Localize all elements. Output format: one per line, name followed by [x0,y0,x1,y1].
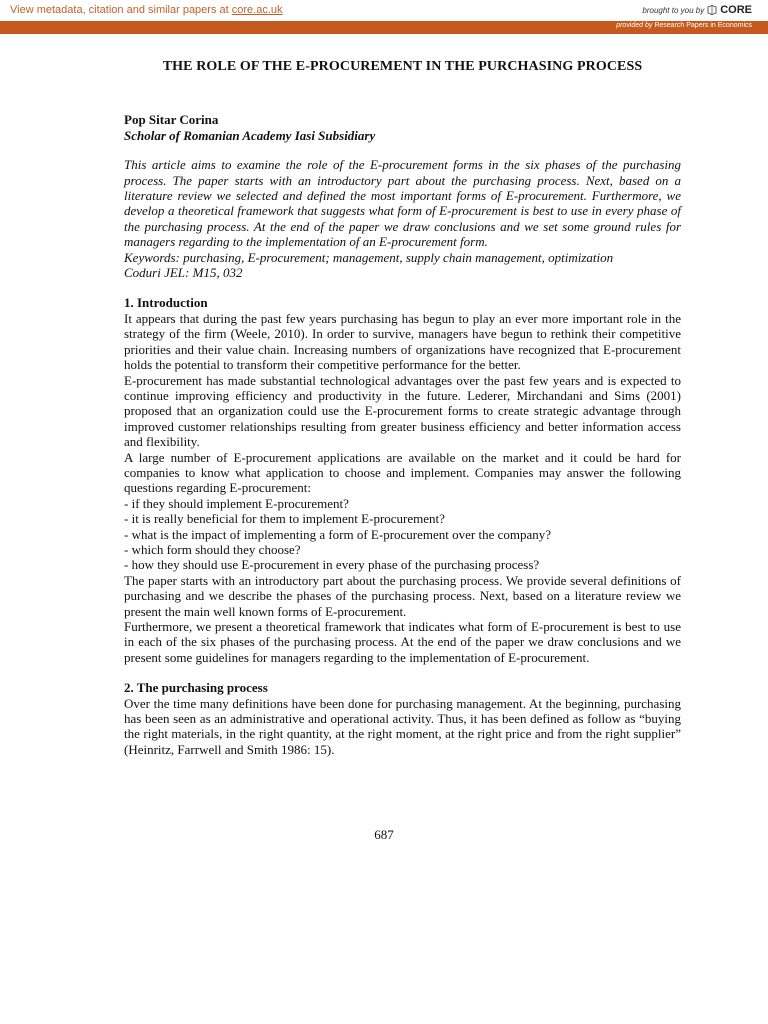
abstract: This article aims to examine the role of the E-procurement forms in the six phases of the purchasing process. The paper starts with an introductory part about the purchasing process. Next, based on a literature review we selected and defined the most important forms of E-procurement. Furthermore, we develop a theoretical framework that suggests what form of E-procurement is best to use in every phase of the purchasing process. At the end of the paper we draw conclusions and we set some ground rules for managers regarding to the implementation of an E-procurement form. [124,157,681,250]
core-ac-uk-link[interactable]: core.ac.uk [231,4,283,16]
list-item: - which form should they choose? [124,541,301,557]
page-number: 687 [374,827,394,842]
paper-page [124,52,681,757]
list-item: - it is really beneficial for them to implement E-procurement? [124,511,445,527]
list-item: - what is the impact of implementing a form of E-procurement over the company? [124,526,552,542]
purchasing-paragraph-1: Over the time many definitions have been done for purchasing management. At the beginning, purchasing has been seen as an administrative and operational activity. Thus, it has been defined as follow as “buying the right materials, in the right quantity, at the right moment, at the right price and from the right supplier” (Heinritz, Farrwell and Smith 1986: 15). [124,695,681,757]
intro-paragraph-4: The paper starts with an introductory part about the purchasing process. We provide several definitions of purchasing and we describe the phases of the purchasing process. Next, based on a literature review we present the main well known forms of E-procurement. [124,572,681,619]
jel-codes: Coduri JEL: M15, 032 [124,265,243,281]
core-logo-text: CORE [720,4,752,16]
intro-paragraph-5: Furthermore, we present a theoretical framework that indicates what form of E-procurement is best to use in each of the six phases of the purchasing process. At the end of the paper we draw conclusions and we present some guidelines for managers regarding to the implementation of E-procurement. [124,619,681,665]
provided-by-notice[interactable] [616,22,752,29]
author-name: Pop Sitar Corina [124,112,219,128]
core-header [0,0,768,22]
list-item: - if they should implement E-procurement? [124,495,349,511]
provided-by-source: Research Papers in Economics [654,22,752,29]
list-item: - how they should use E-procurement in every phase of the purchasing process? [124,557,540,573]
intro-paragraph-2: E-procurement has made substantial technological advantages over the past few years and is expected to continue improving efficiency and productivity in the future. Lederer, Mirchandani and Sims (2001) proposed that an organization could use the E-procurement forms to create strategic advantage through improved customer relationships resulting from greater business efficiency and better information access and flexibility. [124,372,681,450]
metadata-prefix: View metadata, citation and similar papers at [10,4,229,16]
intro-paragraph-3: A large number of E-procurement applications are available on the market and it could be hard for companies to know what application to choose and implement. Companies may answer the following questions regarding E-procurement: [124,449,681,496]
core-provided-bar [0,21,768,34]
author-affiliation: Scholar of Romanian Academy Iasi Subsidiary [124,127,376,143]
brought-to-you-by-text: brought to you by [642,5,705,15]
question-list [124,496,681,573]
section-heading-purchasing-process: 2. The purchasing process [124,680,268,696]
core-logo-icon [707,5,717,15]
paper-title: THE ROLE OF THE E-PROCUREMENT IN THE PURCHASING PROCESS [162,59,643,74]
keywords: Keywords: purchasing, E-procurement; management, supply chain management, optimization [124,249,614,265]
intro-paragraph-1: It appears that during the past few years purchasing has begun to play an ever more important role in the strategy of the firm (Weele, 2010). In order to survive, managers have begun to rethink their competitive priorities and their value chain. Increasing numbers of organizations have recognized that E-procurement holds the potential to transform their competitive performance for the better. [124,310,681,373]
core-brought-by[interactable] [642,4,752,16]
provided-by-label: provided by [616,22,653,29]
core-metadata-notice [10,4,283,16]
section-heading-introduction: 1. Introduction [124,295,208,311]
